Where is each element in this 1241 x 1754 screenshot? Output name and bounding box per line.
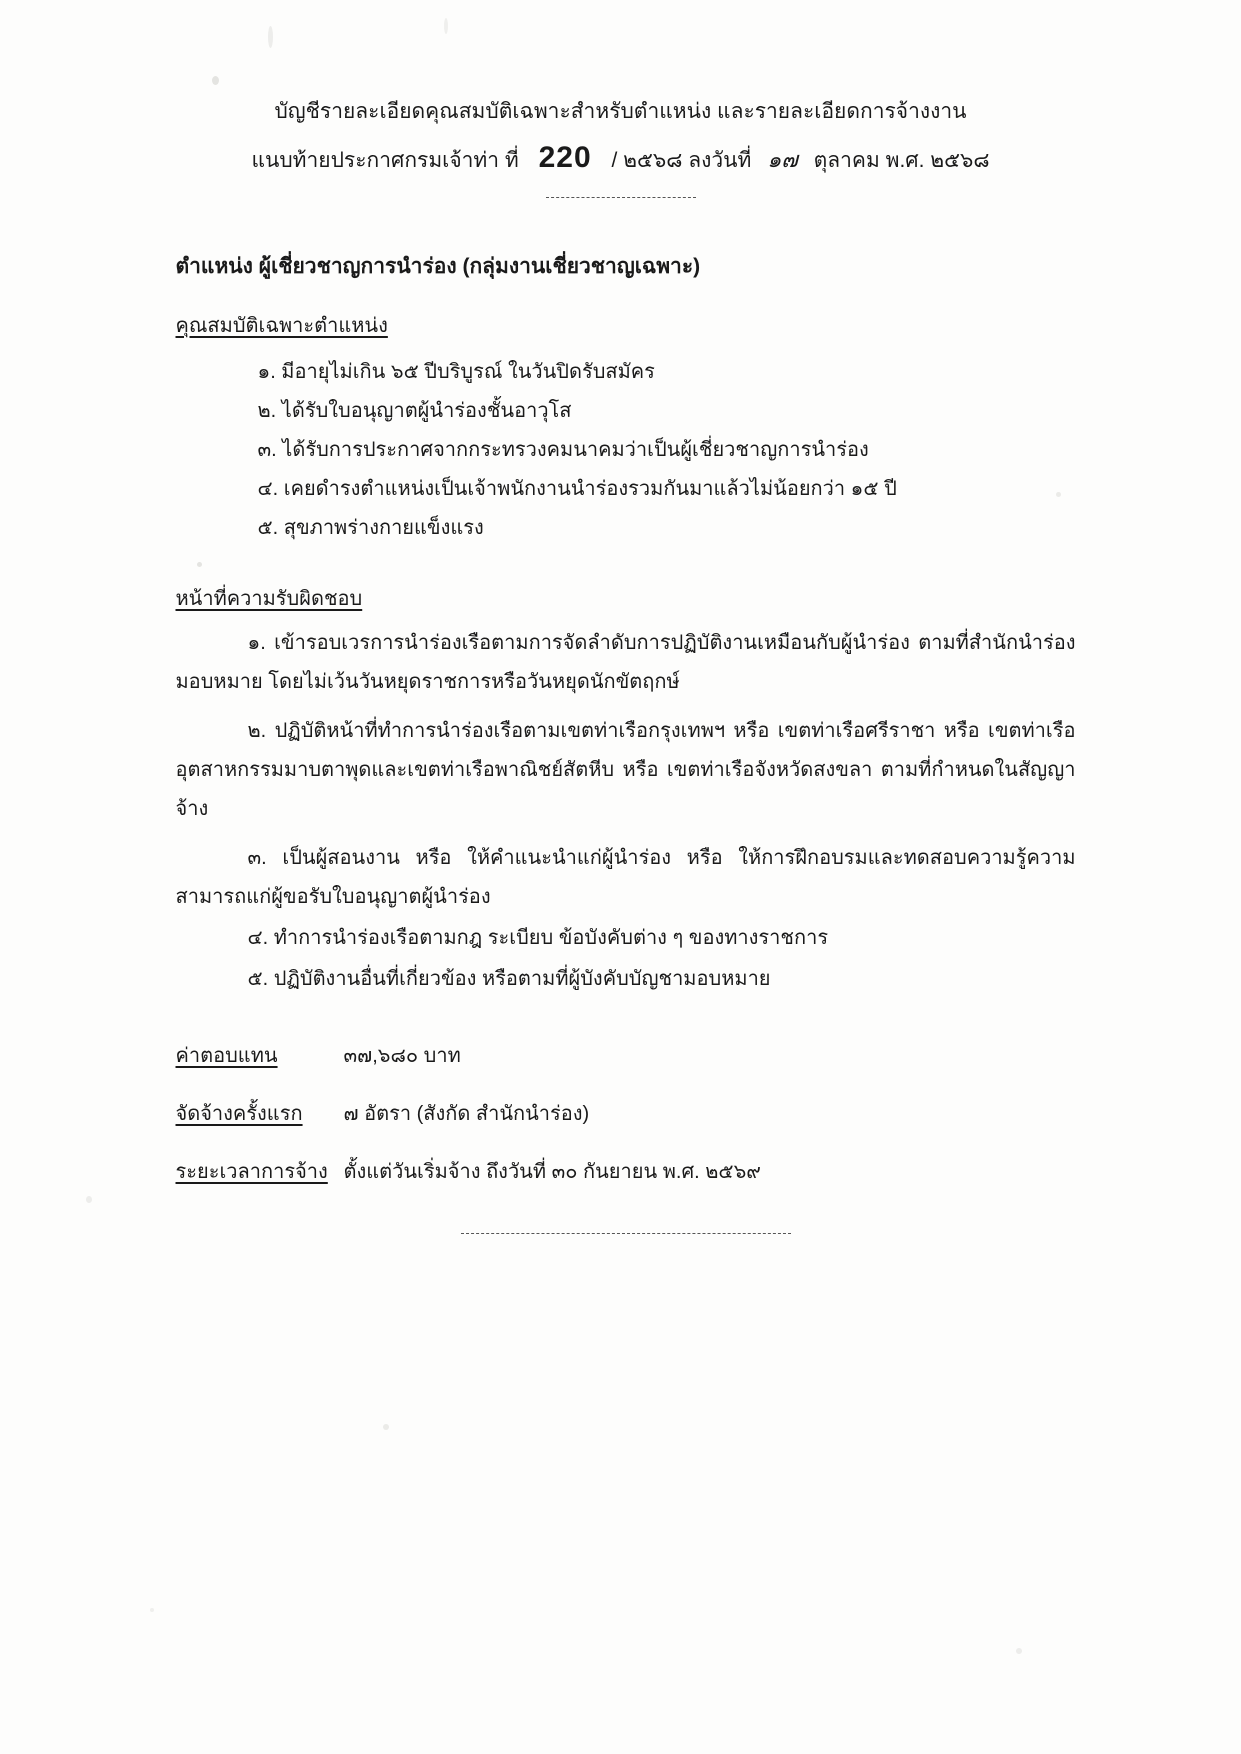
announcement-number: 220 xyxy=(538,140,592,174)
term-row-compensation xyxy=(176,1039,1076,1071)
announcement-day: ๑๗ xyxy=(767,147,798,173)
paragraph-text: ๑. เข้ารอบเวรการนำร่องเรือตามการจัดลำดับการปฏิบัติงานเหมือนกับผู้นำร่อง ตามที่สำนักนำร่องมอบหมาย โดยไม่เว้นวันหยุดราชการหรือวันหยุดนักขัตฤกษ์ xyxy=(175,632,1076,694)
announcement-suffix: ตุลาคม พ.ศ. ๒๕๖๘ xyxy=(813,148,990,172)
footer-divider xyxy=(461,1233,791,1234)
term-label: ค่าตอบแทน xyxy=(175,1045,278,1068)
responsibility-paragraph xyxy=(176,839,1076,917)
paragraph-text: ๒. ปฏิบัติหน้าที่ทำการนำร่องเรือตามเขตท่าเรือกรุงเทพฯ หรือ เขตท่าเรือศรีราชา หรือ เขตท่าเรืออุตสาหกรรมมาบตาพุดและเขตท่าเรือพาณิชย์สัตหีบ หรือ เขตท่าเรือจังหวัดสงขลา ตามที่กำหนดในสัญญาจ้าง xyxy=(175,720,1076,821)
scan-speck xyxy=(150,1608,154,1612)
scan-speck xyxy=(1016,1648,1022,1654)
responsibility-paragraph xyxy=(176,624,1076,702)
scan-speck xyxy=(383,1424,389,1430)
list-item: ๑. มีอายุไม่เกิน ๖๕ ปีบริบูรณ์ ในวันปิดรับสมัคร xyxy=(257,361,655,384)
position-name: ผู้เชี่ยวชาญการนำร่อง (กลุ่มงานเชี่ยวชาญเฉพาะ) xyxy=(258,255,701,279)
list-item: ๕. สุขภาพร่างกายแข็งแรง xyxy=(257,517,484,540)
position-row xyxy=(176,250,1076,283)
list-item: ๔. เคยดำรงตำแหน่งเป็นเจ้าพนักงานนำร่องรวมกันมาแล้วไม่น้อยกว่า ๑๕ ปี xyxy=(257,478,897,501)
qualifications-heading: คุณสมบัติเฉพาะตำแหน่ง xyxy=(175,315,388,338)
term-value: ๓๗,๖๘๐ บาท xyxy=(343,1045,461,1068)
responsibility-paragraph xyxy=(176,960,1076,999)
term-value: ตั้งแต่วันเริ่มจ้าง ถึงวันที่ ๓๐ กันยายน พ.ศ. ๒๕๖๙ xyxy=(343,1161,761,1184)
list-item: ๒. ได้รับใบอนุญาตผู้นำร่องชั้นอาวุโส xyxy=(257,400,572,423)
paragraph-text: ๔. ทำการนำร่องเรือตามกฎ ระเบียบ ข้อบังคับต่าง ๆ ของทางราชการ xyxy=(247,927,829,950)
qualifications-list xyxy=(176,353,1076,548)
paragraph-text: ๕. ปฏิบัติงานอื่นที่เกี่ยวข้อง หรือตามที่ผู้บังคับบัญชามอบหมาย xyxy=(247,968,771,991)
header-line-1: บัญชีรายละเอียดคุณสมบัติเฉพาะสำหรับตำแหน่ง และรายละเอียดการจ้างงาน xyxy=(274,100,967,123)
responsibilities-heading: หน้าที่ความรับผิดชอบ xyxy=(175,588,363,611)
list-item: ๓. ได้รับการประกาศจากกระทรวงคมนาคมว่าเป็นผู้เชี่ยวชาญการนำร่อง xyxy=(257,439,869,462)
paragraph-text: ๓. เป็นผู้สอนงาน หรือ ให้คำแนะนำแก่ผู้นำร่อง หรือ ให้การฝึกอบรมและทดสอบความรู้ความสามารถแก่ผู้ขอรับใบอนุญาตผู้นำร่อง xyxy=(175,847,1076,909)
position-label: ตำแหน่ง xyxy=(175,255,253,279)
announcement-mid: / ๒๕๖๘ ลงวันที่ xyxy=(611,148,752,172)
term-value: ๗ อัตรา (สังกัด สำนักนำร่อง) xyxy=(343,1103,590,1126)
header-divider xyxy=(546,197,696,198)
document-body xyxy=(166,250,1076,1234)
term-row-duration xyxy=(176,1155,1076,1187)
responsibility-paragraph xyxy=(176,712,1076,829)
responsibility-paragraph xyxy=(176,919,1076,958)
header-line-2 xyxy=(0,135,1241,182)
term-label: ระยะเวลาการจ้าง xyxy=(175,1161,328,1184)
announcement-prefix: แนบท้ายประกาศกรมเจ้าท่า ที่ xyxy=(251,148,519,172)
term-label: จัดจ้างครั้งแรก xyxy=(175,1103,303,1126)
term-row-initial-hiring xyxy=(176,1097,1076,1129)
